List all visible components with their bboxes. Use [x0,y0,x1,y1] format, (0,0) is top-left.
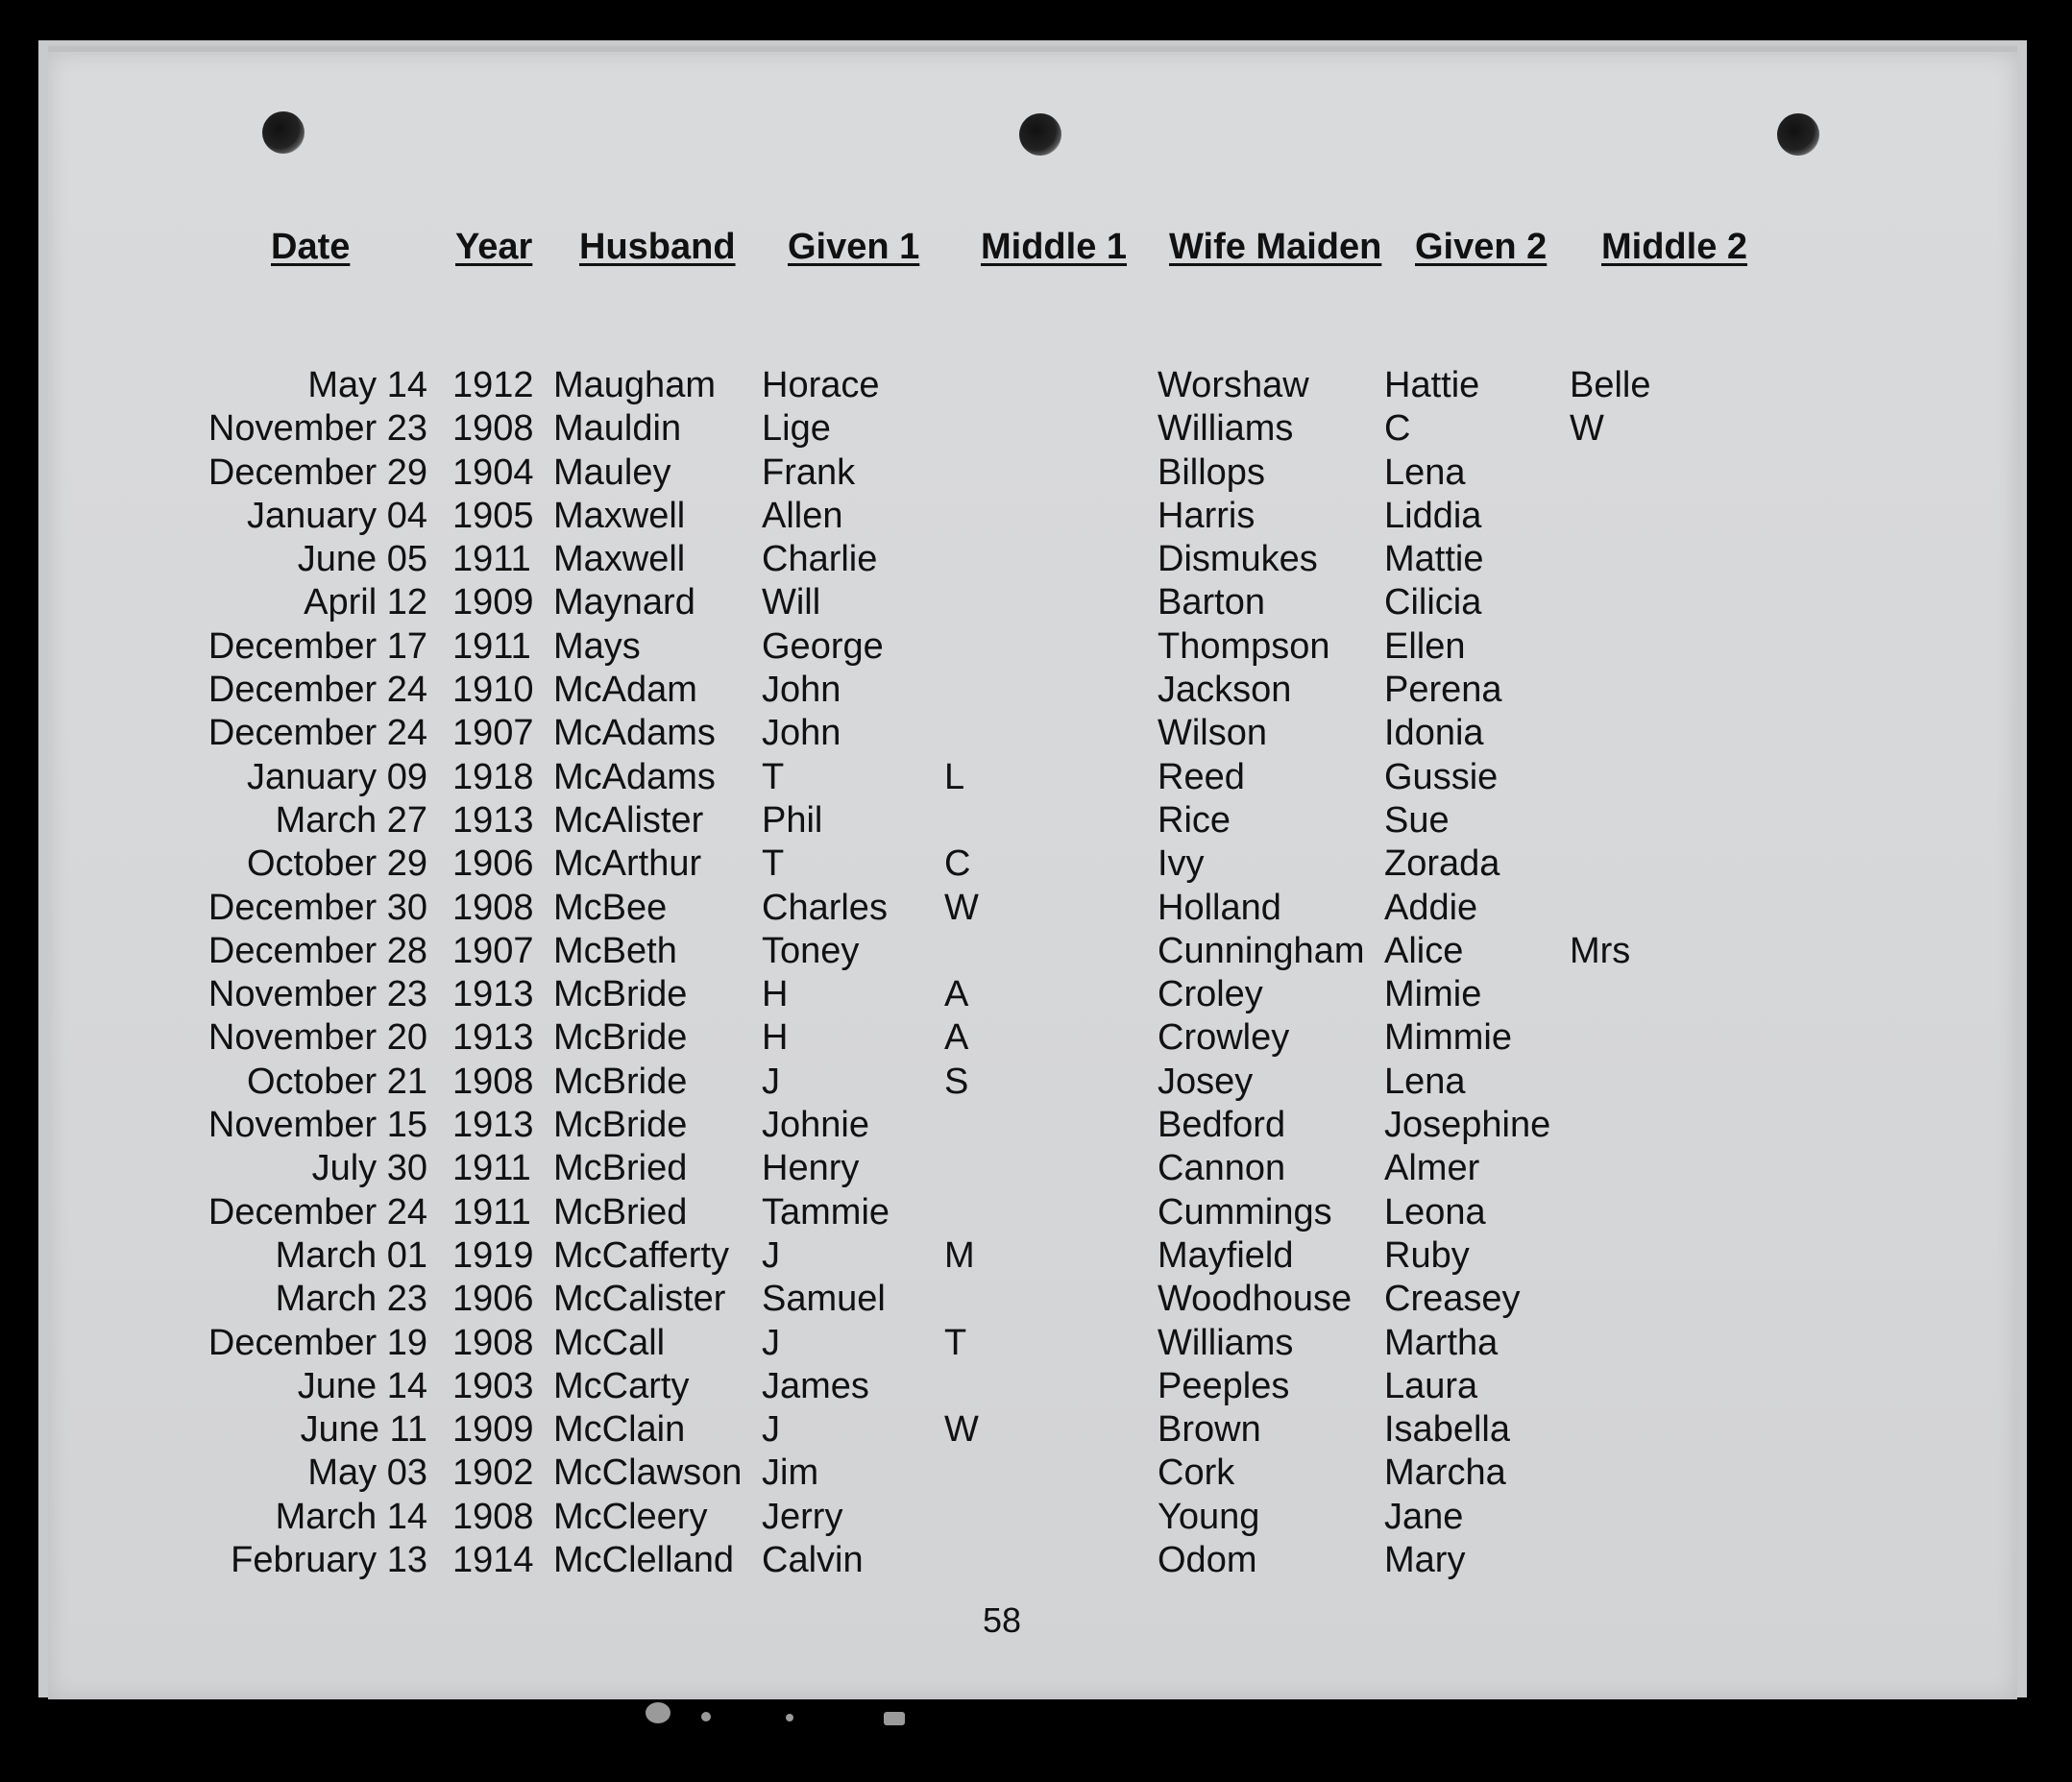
cell-husband: Mays [553,625,641,667]
table-body [48,364,2017,1582]
cell-husband: McBee [553,887,668,928]
cell-given2: Josephine [1384,1105,1551,1146]
cell-given2: Cilicia [1384,582,1482,623]
cell-year: 1908 [452,408,534,450]
table-row [48,712,2017,755]
cell-given2: Ruby [1384,1234,1470,1276]
cell-given1: Lige [762,408,831,450]
cell-given1: John [762,670,841,711]
cell-husband: McAdams [553,756,716,797]
cell-wife-maiden: Holland [1158,887,1281,928]
cell-middle1: L [944,756,965,797]
cell-given1: Phil [762,799,823,841]
cell-given2: Idonia [1384,713,1484,754]
cell-year: 1906 [452,843,534,885]
cell-wife-maiden: Billops [1158,452,1265,493]
table-row [48,452,2017,495]
cell-given1: Henry [762,1148,860,1189]
cell-date: December 24 [207,670,427,711]
table-row [48,1147,2017,1190]
cell-date: December 24 [207,1191,427,1233]
cell-wife-maiden: Woodhouse [1158,1279,1353,1320]
cell-wife-maiden: Cork [1158,1452,1235,1494]
cell-date: June 05 [297,539,427,580]
table-row [48,581,2017,624]
cell-given1: T [762,756,785,797]
cell-date: March 01 [275,1234,427,1276]
cell-year: 1913 [452,799,534,841]
header-wife-maiden: Wife Maiden [1169,227,1382,267]
table-row [48,1408,2017,1452]
cell-wife-maiden: Barton [1158,582,1265,623]
cell-husband: Maxwell [553,495,686,536]
cell-date: December 24 [207,713,427,754]
cell-wife-maiden: Reed [1158,756,1245,797]
cell-wife-maiden: Worshaw [1158,365,1309,405]
cell-year: 1911 [452,625,531,667]
cell-year: 1911 [452,539,531,580]
cell-given2: Mimie [1384,974,1482,1015]
cell-wife-maiden: Dismukes [1158,539,1318,580]
table-row [48,842,2017,886]
cell-date: May 14 [307,365,427,405]
cell-year: 1911 [452,1148,531,1189]
cell-given2: Isabella [1384,1409,1510,1451]
cell-wife-maiden: Croley [1158,974,1263,1015]
cell-date: March 14 [275,1496,427,1537]
cell-husband: McCafferty [553,1234,730,1276]
cell-date: February 13 [231,1540,427,1581]
cell-given2: Zorada [1384,843,1500,885]
table-row [48,1496,2017,1539]
cell-middle2: W [1570,408,1604,450]
cell-date: November 15 [207,1105,427,1146]
cell-given2: Mimmie [1384,1017,1512,1059]
cell-husband: McClawson [553,1452,743,1494]
cell-year: 1904 [452,452,534,493]
cell-given1: Calvin [762,1540,864,1581]
cell-husband: McCarty [553,1365,690,1406]
cell-given2: Ellen [1384,625,1466,667]
cell-date: December 30 [207,887,427,928]
cell-wife-maiden: Mayfield [1158,1234,1294,1276]
cell-year: 1902 [452,1452,534,1494]
cell-given2: Addie [1384,887,1478,928]
table-row [48,1061,2017,1104]
cell-husband: McCalister [553,1279,726,1320]
cell-given1: H [762,974,789,1015]
cell-given2: Mattie [1384,539,1484,580]
cell-date: December 29 [207,452,427,493]
cell-husband: McBried [553,1148,688,1189]
cell-year: 1908 [452,887,534,928]
cell-given2: Martha [1384,1322,1499,1363]
cell-given2: Mary [1384,1540,1466,1581]
cell-wife-maiden: Peeples [1158,1365,1290,1406]
cell-wife-maiden: Cunningham [1158,930,1365,971]
cell-wife-maiden: Brown [1158,1409,1261,1451]
page-number: 58 [982,1600,1022,1640]
cell-wife-maiden: Williams [1158,408,1294,450]
cell-middle1: A [944,974,969,1015]
cell-husband: McCall [553,1322,666,1363]
cell-date: January 04 [246,495,427,536]
cell-given1: James [762,1365,869,1406]
cell-middle1: C [944,843,971,885]
cell-year: 1907 [452,930,534,971]
cell-given1: Charles [762,887,888,928]
cell-year: 1908 [452,1322,534,1363]
cell-given1: Toney [762,930,860,971]
cell-year: 1918 [452,756,534,797]
cell-year: 1903 [452,1365,534,1406]
cell-given2: Jane [1384,1496,1464,1537]
cell-given2: Gussie [1384,756,1499,797]
cell-husband: Mauley [553,452,671,493]
cell-date: October 29 [247,843,427,885]
table-row [48,1278,2017,1321]
cell-middle1: S [944,1061,969,1102]
cell-year: 1908 [452,1496,534,1537]
table-row [48,930,2017,973]
cell-husband: Maynard [553,582,695,623]
cell-husband: McClain [553,1409,686,1451]
header-husband: Husband [579,227,736,267]
cell-middle2: Belle [1570,365,1651,405]
cell-given1: Johnie [762,1105,869,1146]
cell-husband: McBeth [553,930,677,971]
cell-given1: John [762,713,841,754]
cell-year: 1909 [452,582,534,623]
cell-husband: Maugham [553,365,716,405]
table-row [48,364,2017,407]
cell-date: March 27 [275,799,427,841]
cell-given2: Creasey [1384,1279,1521,1320]
cell-husband: Mauldin [553,408,682,450]
cell-date: November 23 [207,974,427,1015]
cell-middle1: A [944,1017,969,1059]
cell-date: April 12 [304,582,427,623]
cell-given1: J [762,1061,780,1102]
cell-given1: Allen [762,495,843,536]
cell-given1: Charlie [762,539,878,580]
cell-date: January 09 [246,756,427,797]
cell-husband: McBride [553,1017,688,1059]
table-row [48,973,2017,1016]
cell-given1: Samuel [762,1279,886,1320]
table-row [48,538,2017,581]
table-row [48,1322,2017,1365]
cell-wife-maiden: Jackson [1158,670,1292,711]
cell-date: July 30 [311,1148,427,1189]
cell-husband: Maxwell [553,539,686,580]
cell-date: March 23 [275,1279,427,1320]
table-row [48,407,2017,451]
table-row [48,1452,2017,1495]
cell-wife-maiden: Wilson [1158,713,1268,754]
cell-middle1: W [944,1409,979,1451]
header-given1: Given 1 [788,227,920,267]
ledger-page [48,46,2017,1699]
cell-given2: Laura [1384,1365,1478,1406]
cell-wife-maiden: Cannon [1158,1148,1286,1189]
table-row [48,1191,2017,1234]
header-middle2: Middle 2 [1601,227,1748,267]
cell-middle1: T [944,1322,967,1363]
cell-date: December 19 [207,1322,427,1363]
cell-given2: Liddia [1384,495,1482,536]
table-row [48,799,2017,842]
cell-given2: Lena [1384,1061,1466,1102]
cell-husband: McClelland [553,1540,734,1581]
table-row [48,625,2017,669]
cell-given2: Perena [1384,670,1502,711]
table-row [48,756,2017,799]
cell-wife-maiden: Thompson [1158,625,1330,667]
cell-date: May 03 [307,1452,427,1494]
cell-given1: Frank [762,452,856,493]
cell-given2: Sue [1384,799,1450,841]
cell-middle1: W [944,887,979,928]
cell-husband: McBride [553,1105,688,1146]
cell-husband: McBried [553,1191,688,1233]
cell-husband: McBride [553,1061,688,1102]
table-row [48,1539,2017,1582]
table-row [48,495,2017,538]
marriage-records-table [48,52,2017,1699]
cell-year: 1919 [452,1234,534,1276]
header-given2: Given 2 [1415,227,1548,267]
cell-middle2: Mrs [1570,930,1631,971]
cell-wife-maiden: Harris [1158,495,1255,536]
cell-given1: Jerry [762,1496,843,1537]
table-row [48,1104,2017,1147]
cell-date: December 28 [207,930,427,971]
cell-given2: Hattie [1384,365,1480,405]
cell-year: 1909 [452,1409,534,1451]
cell-wife-maiden: Rice [1158,799,1231,841]
cell-given2: Marcha [1384,1452,1506,1494]
cell-year: 1910 [452,670,534,711]
cell-given2: Almer [1384,1148,1480,1189]
cell-husband: McCleery [553,1496,708,1537]
cell-date: June 11 [300,1409,427,1451]
cell-year: 1911 [452,1191,531,1233]
table-row [48,1365,2017,1408]
cell-wife-maiden: Williams [1158,1322,1294,1363]
cell-year: 1908 [452,1061,534,1102]
cell-year: 1913 [452,974,534,1015]
cell-date: October 21 [247,1061,427,1102]
cell-given2: C [1384,408,1411,450]
cell-year: 1912 [452,365,534,405]
cell-given2: Lena [1384,452,1466,493]
cell-given1: H [762,1017,789,1059]
header-date: Date [271,227,351,267]
cell-year: 1913 [452,1105,534,1146]
header-year: Year [455,227,533,267]
cell-wife-maiden: Crowley [1158,1017,1290,1059]
cell-husband: McAdam [553,670,697,711]
cell-wife-maiden: Cummings [1158,1191,1332,1233]
cell-given1: Jim [762,1452,819,1494]
cell-year: 1906 [452,1279,534,1320]
cell-wife-maiden: Josey [1158,1061,1254,1102]
cell-husband: McAdams [553,713,716,754]
cell-year: 1907 [452,713,534,754]
table-row [48,887,2017,930]
cell-given2: Alice [1384,930,1464,971]
cell-wife-maiden: Bedford [1158,1105,1286,1146]
table-row [48,1016,2017,1060]
cell-husband: McAlister [553,799,704,841]
cell-date: June 14 [297,1365,427,1406]
cell-given2: Leona [1384,1191,1486,1233]
cell-year: 1913 [452,1017,534,1059]
cell-wife-maiden: Ivy [1158,843,1205,885]
table-row [48,669,2017,712]
cell-given1: T [762,843,785,885]
cell-husband: McBride [553,974,688,1015]
cell-middle1: M [944,1234,975,1276]
cell-husband: McArthur [553,843,702,885]
table-row [48,1234,2017,1278]
cell-given1: J [762,1409,780,1451]
cell-given1: Tammie [762,1191,890,1233]
cell-wife-maiden: Young [1158,1496,1260,1537]
cell-given1: Will [762,582,821,623]
cell-date: November 23 [207,408,427,450]
cell-wife-maiden: Odom [1158,1540,1257,1581]
header-middle1: Middle 1 [981,227,1128,267]
cell-date: November 20 [207,1017,427,1059]
cell-year: 1905 [452,495,534,536]
cell-given1: George [762,625,884,667]
scan-artifact-marks [642,1693,911,1750]
cell-given1: J [762,1322,780,1363]
cell-given1: J [762,1234,780,1276]
cell-date: December 17 [207,625,427,667]
cell-given1: Horace [762,365,880,405]
cell-year: 1914 [452,1540,534,1581]
